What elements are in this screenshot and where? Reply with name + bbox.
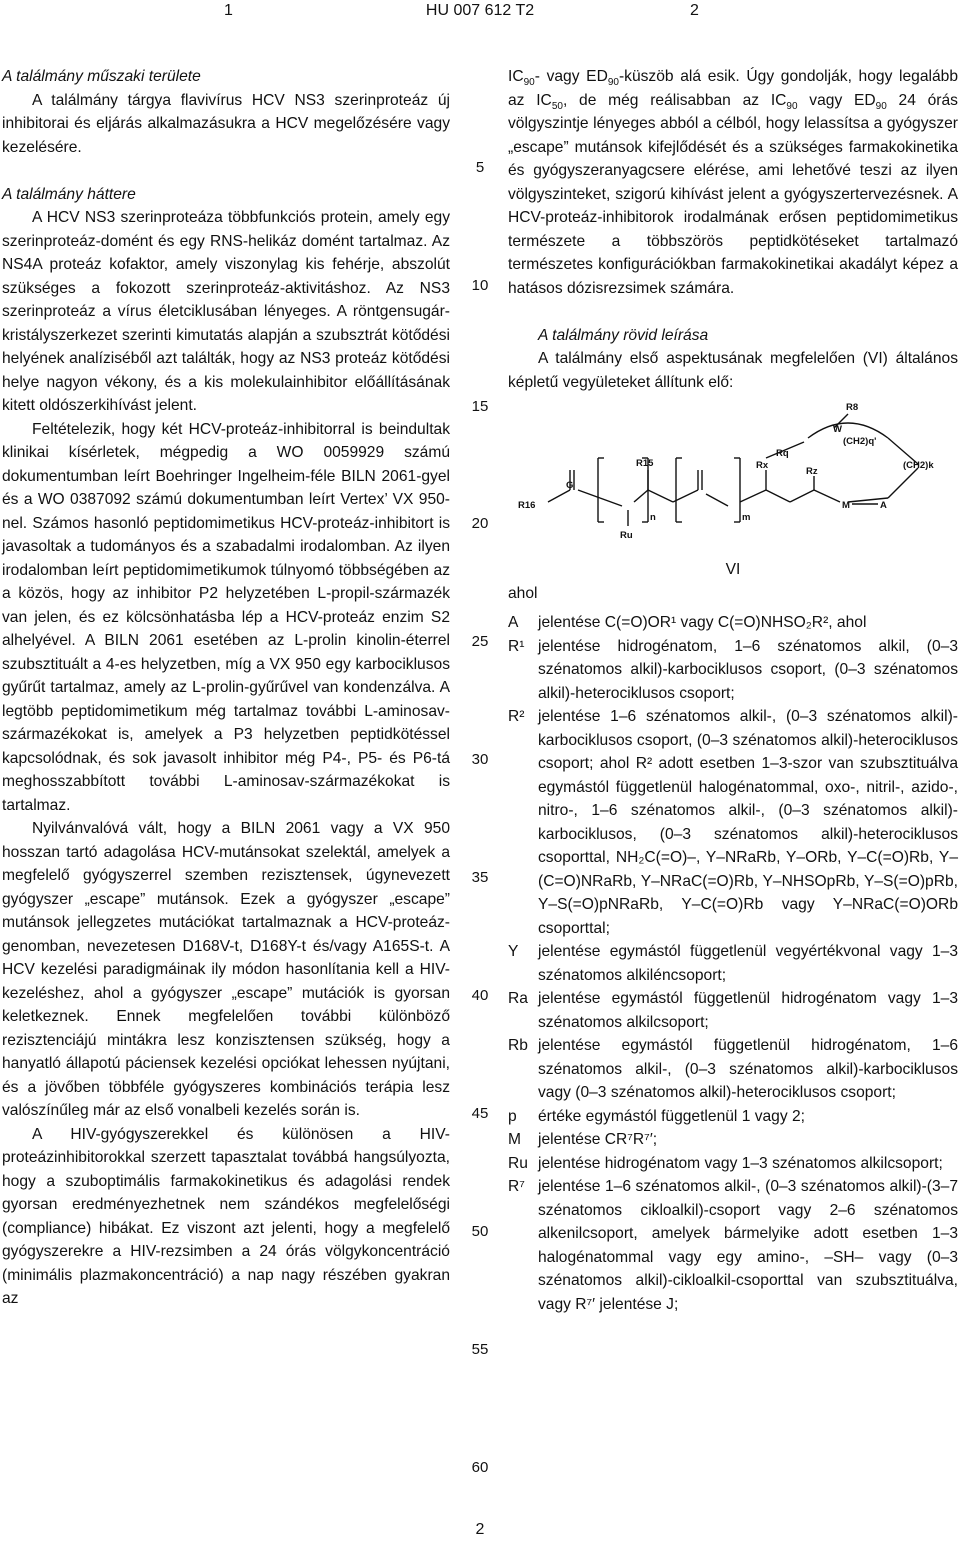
definition-item: Ru jelentése hidrogénatom vagy 1–3 szénatomos alkilcsoport; <box>508 1154 943 1172</box>
header-patent-number: HU 007 612 T2 <box>425 2 535 19</box>
structure-label-ch2q: (CH2)q' <box>843 436 877 447</box>
paragraph-field: A találmány tárgya flavivírus HCV NS3 szerinproteáz új inhibitorai és eljárás alkalmazásukra a HCV megelőzésére vagy kezelésére. <box>2 91 450 156</box>
section-heading-background: A találmány háttere <box>2 185 136 203</box>
definition-item: Ra jelentése egymástól függetlenül hidrogénatom vagy 1–3 szénatomos alkilcsoport; <box>508 990 958 1031</box>
section-heading-summary: A találmány rövid leírása <box>538 326 709 344</box>
definition-item: A jelentése C(=O)OR¹ vagy C(=O)NHSO₂R², ahol <box>508 614 867 631</box>
structure-label-m: m <box>742 512 751 523</box>
line-number: 35 <box>471 869 489 886</box>
paragraph-continued: $IC_{90}-$ vagy $ED_{90}$-küszöb alá esik. Úgy gondolják, hogy legalább az $IC_{50}$, de még reálisabban az $IC_{90}$ vagy $ED_{90}$ 24 órás völgyszintje lényeges abból a célból, hogy lelassítsa a gyógyszer „escape” mutánsok kifejlődését és a szükséges farmakokinetika és gyógyszeranyagcsere elérése, ami lehetővé teszi az ilyen völgyszinteket, szigorú kihívást jelent a gyógyszertervezésnek. A HCV-proteáz-inhibitorok irodalmának erősen peptidomimetikus természete a többszörös peptidkötéseket tartalmazó természetes konfigurációkban farmakokinetikai akadályt képez a hatásos dózisrezsimek számára. <box>508 68 958 297</box>
structure-label-m-atom: M <box>842 500 850 511</box>
formula-label: VI <box>725 561 741 578</box>
structure-label-ru: Ru <box>620 530 633 541</box>
line-number: 30 <box>471 751 489 768</box>
definition-item: M jelentése CR⁷R⁷′; <box>508 1131 658 1148</box>
structure-label-r16: R16 <box>518 500 536 511</box>
line-number: 15 <box>471 398 489 415</box>
structure-label-r8: R8 <box>846 402 859 413</box>
line-number: 45 <box>471 1105 489 1122</box>
definition-item: R¹ jelentése hidrogénatom, 1–6 szénatomos alkil, (0–3 szénatomos alkil)-karbociklusos csoport, (0–3 szénatomos alkil)-heterociklusos csoport; <box>508 637 958 702</box>
line-number: 60 <box>471 1459 489 1476</box>
line-number: 50 <box>471 1223 489 1240</box>
line-number: 25 <box>471 633 489 650</box>
right-column <box>508 65 958 1316</box>
structure-label-rz: Rz <box>806 466 818 477</box>
chemical-structure-formula-vi <box>508 398 958 558</box>
structure-label-rx: Rx <box>756 460 769 471</box>
line-number: 55 <box>471 1341 489 1358</box>
page-number: 2 <box>475 1521 485 1538</box>
definition-item: p értéke egymástól függetlenül 1 vagy 2; <box>508 1107 805 1125</box>
line-number: 20 <box>471 515 489 532</box>
paragraph-summary: A találmány első aspektusának megfelelően (VI) általános képletű vegyületeket állítunk elő: <box>508 350 958 391</box>
definition-item: R⁷ jelentése 1–6 szénatomos alkil-, (0–3 szénatomos alkil)-(3–7 szénatomos cikloalkil)-csoport vagy 2–6 szénatomos alkenilcsoport, amelyek bármelyike adott esetben 1–3 halogénatommal vagy egy amino-, –SH– vagy (0–3 szénatomos alkil)-cikloalkil-csoporttal van szubsztituálva, vagy R⁷′ jelentése J; <box>508 1178 958 1313</box>
definition-item: Rb jelentése egymástól függetlenül hidrogénatom, 1–6 szénatomos alkil-, (0–3 szénatomos alkil)-karbociklusos vagy (0–3 szénatomos alkil)-heterociklusos csoport; <box>508 1037 958 1101</box>
line-number: 5 <box>475 159 485 176</box>
definition-item: Y jelentése egymástól függetlenül vegyértékvonal vagy 1–3 szénatomos alkiléncsoport; <box>508 943 958 984</box>
structure-label-g: G <box>566 480 574 491</box>
definition-item: R² jelentése 1–6 szénatomos alkil-, (0–3 szénatomos alkil)-karbociklusos csoport, (0–3 szénatomos alkil)-heterociklusos csoport; ahol R² adott esetben 1–3-szor van szubsztituálva egymástól függetlenül halogénatommal, oxo-, nitril-, azido-, nitro-, 1–6 szénatomos alkil-, (0–3 szénatomos alkil)-karbociklusos, (0–3 szénatomos alkil)-heterociklusos csoporttal, NH₂C(=O)–, Y–NRaRb, Y–ORb, Y–C(=O)Rb, Y–(C=O)NRaRb, Y–NRaC(=O)Rb, Y–NHSOpRb, Y–S(=O)pRb, Y–S(=O)pNRaRb, Y–C(=O)Rb vagy Y–NRaC(=O)ORb csoporttal; <box>508 708 958 937</box>
paragraph-background-2: Feltételezik, hogy két HCV-proteáz-inhibitorral is beindultak klinikai kísérletek, mégpedig a WO 0059929 számú dokumentumban leírt Boehringer Ingelheim-féle BILN 2061-gyel és a WO 0387092 számú dokumentumban leírt Vertex’ VX 950-nel. Számos hasonló peptidomimetikus HCV-proteáz-inhibitort is javasoltak a tudományos és a szabadalmi irodalomban. Az ilyen irodalomban leírt peptidomimetikumok túlnyomó többségében az a közös, hogy az inhibitor P2 helyzetében L-propil-származék van jelen, és ez kölcsönhatásba lép a HCV-proteáz enzim S2 alhelyével. A BILN 2061 esetében az L-prolin kinolin-éterrel szubsztituált a 4-es helyzetben, míg a VX 950 egy karbociklusos gyűrűt tartalmaz, amely az L-prolin-gyűrűvel van kondenzálva. A legtöbb peptidomimetikum még tartalmaz további L-aminosav-származékokat is, amelyek a P3 helyzetben peptidkötéssel kapcsolódnak, és sok javasolt inhibitor még P4-, P5- és P6-tá meghosszabbított további L-aminosav-származékokat is tartalmaz. <box>2 420 450 814</box>
ahol-label: ahol <box>508 584 538 602</box>
line-number: 10 <box>471 277 489 294</box>
structure-label-r15: R15 <box>636 458 654 469</box>
line-number: 40 <box>471 987 489 1004</box>
paragraph-background-3: Nyilvánvalóvá vált, hogy a BILN 2061 vagy a VX 950 hosszan tartó adagolása HCV-mutánsokat szelektál, amelyek a megfelelő gyógyszerrel szemben rezisztensek, úgynevezett gyógyszer „escape” mutánsok. Ezek a gyógyszer „escape” mutánsok jellegzetes mutációkat tartalmaznak a HCV-proteáz-genomban, nevezetesen D168V-t, D168Y-t és/vagy A165S-t. A HCV kezelési paradigmáinak ily módon hasonlítania kell a HIV-kezeléshez, ahol a gyógyszer „escape” mutációk is gyorsan keletkeznek. Ennek megfelelően további különböző rezisztenciájú mintákra lesz konzisztensen szükség, hogy a hanyatló állapotú páciensek kezelési opciókat lehessen nyújtani, és a jövőben többféle gyógyszeres kombinációs terápia lesz valószínűleg már az első vonalbeli kezelés során is. <box>2 820 450 1119</box>
structure-label-n: n <box>650 512 656 523</box>
section-heading-field: A találmány műszaki területe <box>2 68 201 85</box>
header-column-number-right: 2 <box>690 2 699 19</box>
structure-label-a: A <box>880 500 887 511</box>
structure-label-ch2k: (CH2)k <box>903 460 934 471</box>
structure-label-w: W <box>833 424 842 435</box>
header-column-number-left: 1 <box>224 2 233 19</box>
paragraph-background-4: A HIV-gyógyszerekkel és különösen a HIV-proteázinhibitorokkal szerzett tapasztalat továbbá hangsúlyozta, hogy a szuboptimális farmakokinetikus és adagolási rendek gyorsan eredményezhetnek nem szándékos megfelelőségi (compliance) hibákat. Ez viszont azt jelenti, hogy a megfelelő gyógyszerekre a HIV-rezsimben a 24 órás völgykoncentráció (minimális plazmakoncentráció) a nap nagy részében gyakran az <box>2 1125 450 1307</box>
substituent-definitions <box>508 611 958 1316</box>
left-column <box>2 65 450 1311</box>
structure-label-rq: Rq <box>776 448 789 459</box>
paragraph-background-1: A HCV NS3 szerinproteáza többfunkciós protein, amely egy szerinproteáz-domént és egy RNS-helikáz domént tartalmaz. Az NS4A proteáz kofaktor, amely viszonylag kis fehérje, abszolút szükséges a fokozott szerinproteáz-aktivitáshoz. Az NS3 szerinproteáz a vírus életciklusában lényeges. A röntgensugár-kristályszerkezet szerinti kimutatás alapján a szubsztrát kötődési helyének analíziséből azt találták, hogy az NS3 proteáz kötődési helye nagyon vékony, és a kis molekulainhibitor előállításának kitett oldószerkihívást jelent. <box>2 209 450 414</box>
